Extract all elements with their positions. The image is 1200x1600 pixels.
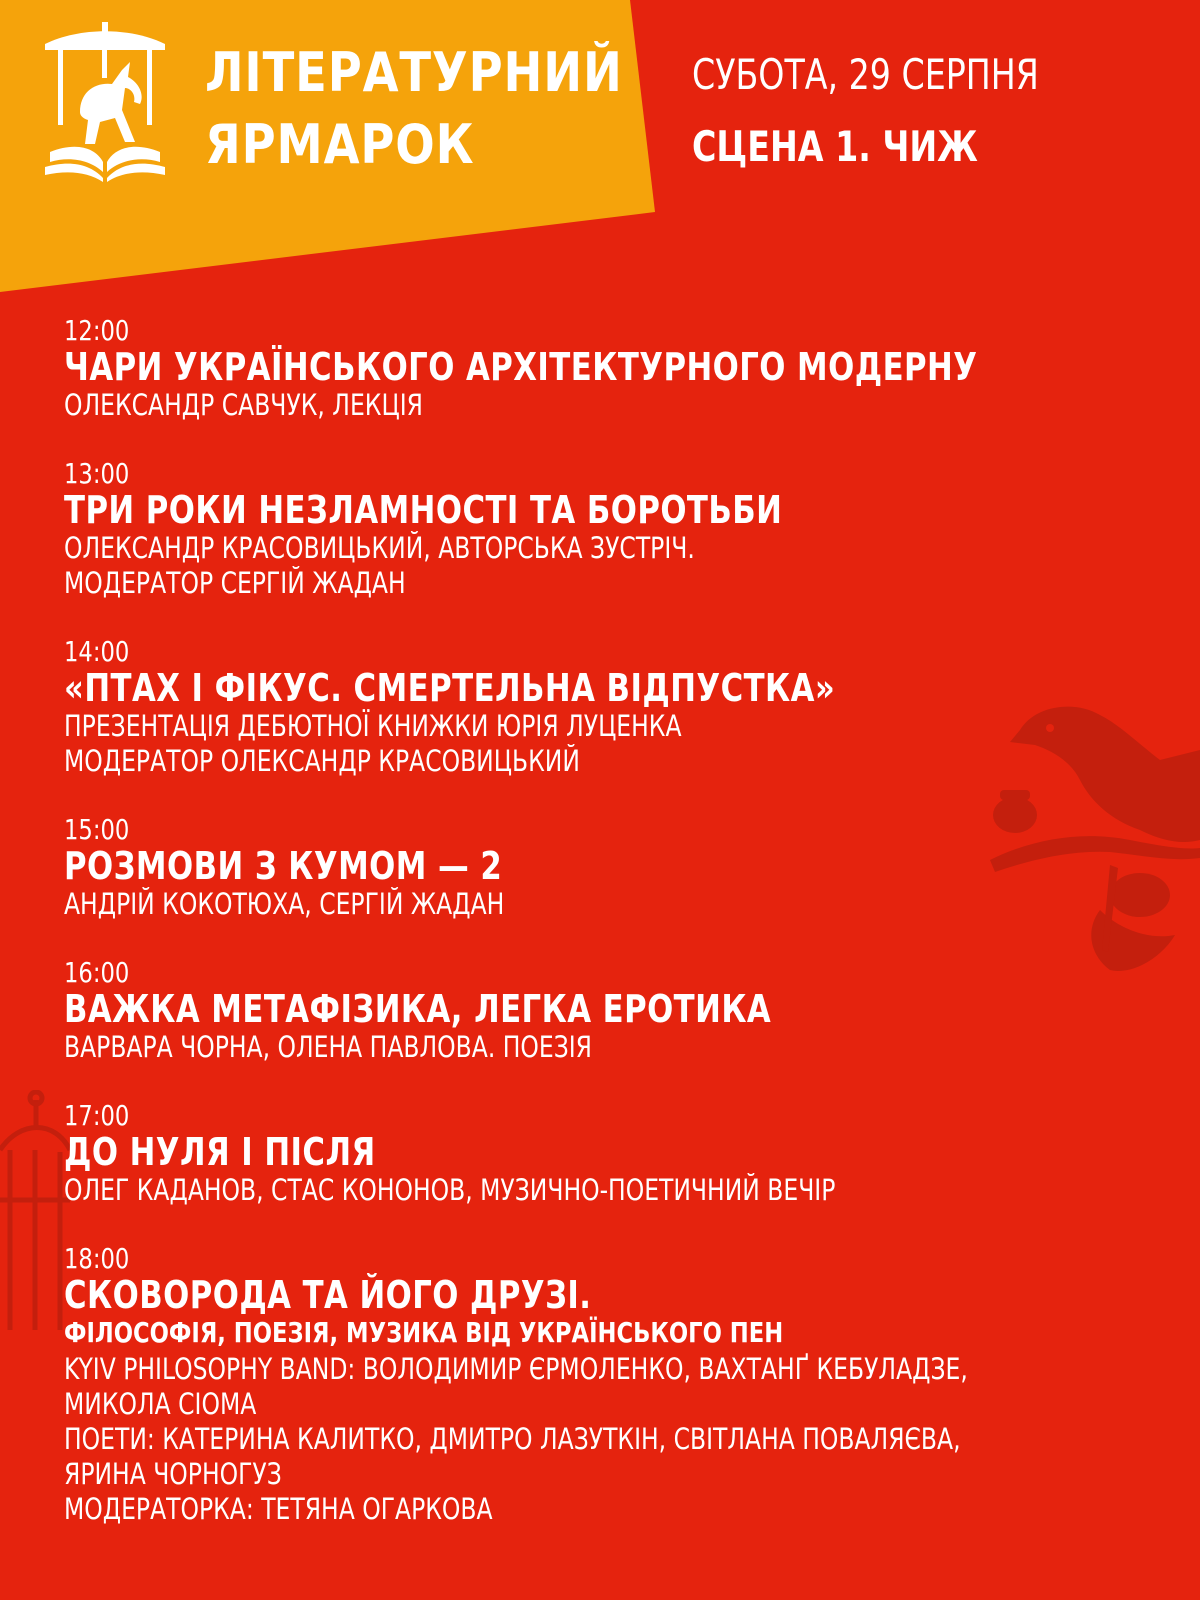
event-title: СКОВОРОДА ТА ЙОГО ДРУЗІ. [64, 1273, 592, 1317]
event-time: 18:00 [64, 1242, 130, 1275]
schedule-item [64, 459, 1174, 601]
event-description: МОДЕРАТОР СЕРГІЙ ЖАДАН [64, 566, 406, 600]
event-title: ВАЖКА МЕТАФІЗИКА, ЛЕГКА ЕРОТИКА [64, 987, 772, 1031]
event-time: 15:00 [64, 813, 130, 846]
schedule-item [64, 815, 1174, 922]
event-title: РОЗМОВИ З КУМОМ — 2 [64, 844, 503, 888]
event-description: ОЛЕКСАНДР САВЧУК, ЛЕКЦІЯ [64, 388, 423, 422]
event-date: СУБОТА, 29 СЕРПНЯ [692, 50, 1039, 99]
event-description: ПРЕЗЕНТАЦІЯ ДЕБЮТНОЇ КНИЖКИ ЮРІЯ ЛУЦЕНКА [64, 709, 682, 743]
event-time: 17:00 [64, 1099, 130, 1132]
event-title: ДО НУЛЯ І ПІСЛЯ [64, 1130, 376, 1174]
event-description: ЯРИНА ЧОРНОГУЗ [64, 1457, 282, 1491]
event-description: МИКОЛА СІОМА [64, 1387, 257, 1421]
event-description: АНДРІЙ КОКОТЮХА, СЕРГІЙ ЖАДАН [64, 887, 505, 921]
event-subtitle: ФІЛОСОФІЯ, ПОЕЗІЯ, МУЗИКА ВІД УКРАЇНСЬКОГО ПЕН [64, 1316, 784, 1349]
schedule-item [64, 316, 1174, 423]
event-description: МОДЕРАТОР ОЛЕКСАНДР КРАСОВИЦЬКИЙ [64, 744, 580, 778]
event-description: ВАРВАРА ЧОРНА, ОЛЕНА ПАВЛОВА. ПОЕЗІЯ [64, 1030, 592, 1064]
event-description: ПОЕТИ: КАТЕРИНА КАЛИТКО, ДМИТРО ЛАЗУТКІН, СВІТЛАНА ПОВАЛЯЄВА, [64, 1422, 961, 1456]
event-title: ЧАРИ УКРАЇНСЬКОГО АРХІТЕКТУРНОГО МОДЕРНУ [64, 345, 978, 389]
schedule-item [64, 958, 1174, 1065]
carousel-horse-book-logo-icon [40, 22, 170, 192]
stage-name: СЦЕНА 1. ЧИЖ [692, 122, 978, 171]
event-title: ТРИ РОКИ НЕЗЛАМНОСТІ ТА БОРОТЬБИ [64, 488, 783, 532]
event-description: ОЛЕГ КАДАНОВ, СТАС КОНОНОВ, МУЗИЧНО-ПОЕТИЧНИЙ ВЕЧІР [64, 1173, 836, 1207]
event-description: KYIV PHILOSOPHY BAND: ВОЛОДИМИР ЄРМОЛЕНКО, ВАХТАНҐ КЕБУЛАДЗЕ, [64, 1352, 968, 1386]
event-description: МОДЕРАТОРКА: ТЕТЯНА ОГАРКОВА [64, 1492, 493, 1526]
schedule-item [64, 1101, 1174, 1208]
event-description: ОЛЕКСАНДР КРАСОВИЦЬКИЙ, АВТОРСЬКА ЗУСТРІЧ. [64, 531, 695, 565]
brand-title-line1: ЛІТЕРАТУРНИЙ [205, 41, 623, 104]
event-time: 12:00 [64, 314, 130, 347]
schedule-list [64, 316, 1174, 1563]
brand-title-line2: ЯРМАРОК [205, 113, 475, 176]
event-title: «ПТАХ І ФІКУС. СМЕРТЕЛЬНА ВІДПУСТКА» [64, 666, 836, 710]
event-time: 14:00 [64, 635, 130, 668]
event-time: 13:00 [64, 457, 130, 490]
schedule-item [64, 637, 1174, 779]
schedule-item [64, 1244, 1174, 1527]
event-time: 16:00 [64, 956, 130, 989]
